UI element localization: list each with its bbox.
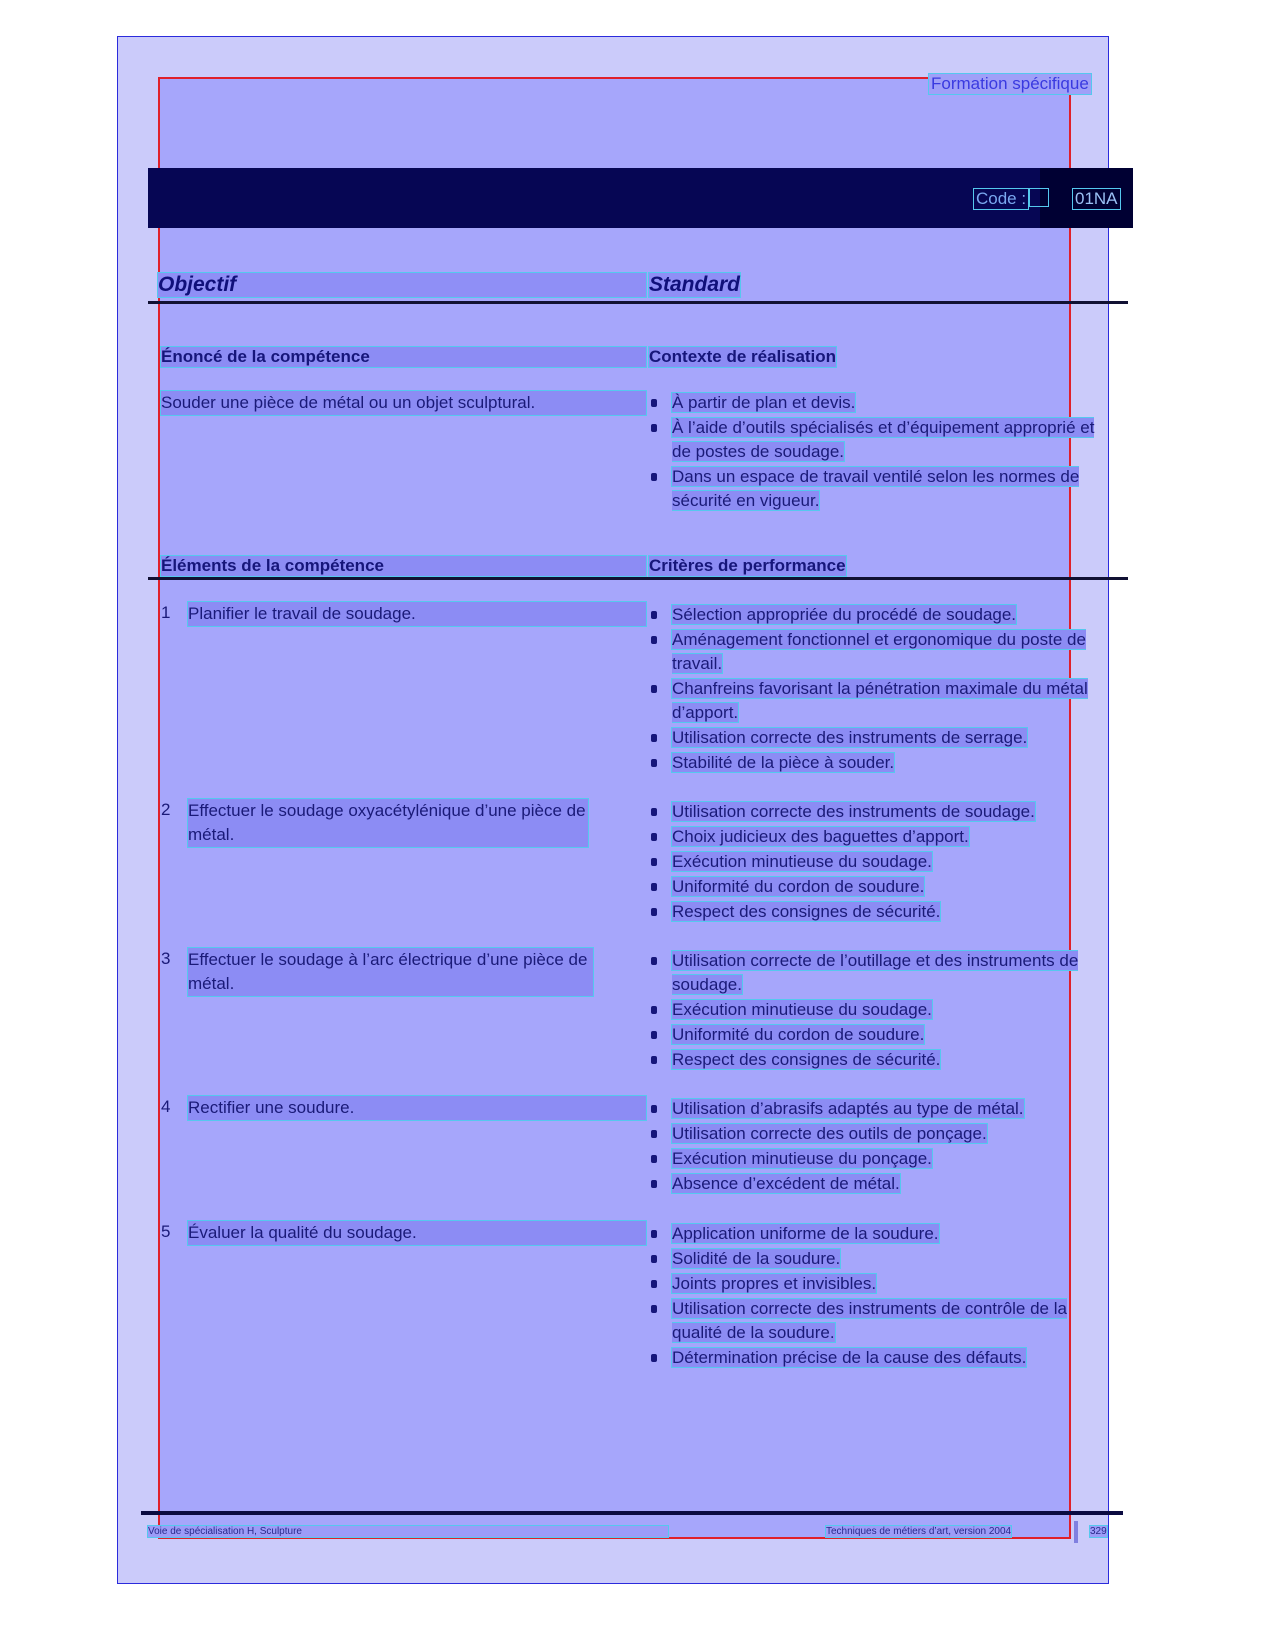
contexte-item: Dans un espace de travail ventilé selon les normes de sécurité en vigueur.	[649, 465, 1109, 513]
elements-rule	[148, 577, 1128, 580]
criteres-list	[649, 1097, 1109, 1197]
critere-item: Utilisation correcte des instruments de soudage.	[649, 800, 1109, 824]
critere-item: Uniformité du cordon de soudure.	[649, 875, 1109, 899]
code-separator	[1030, 189, 1048, 206]
critere-item: Stabilité de la pièce à souder.	[649, 751, 1109, 775]
criteres-list	[649, 603, 1109, 776]
criteres-list	[649, 800, 1109, 925]
critere-item: Application uniforme de la soudure.	[649, 1222, 1109, 1246]
code-value: 01NA	[1075, 189, 1118, 208]
contexte-list	[649, 391, 1109, 514]
footer-separator	[1074, 1521, 1078, 1543]
page-number: 329	[1090, 1526, 1107, 1537]
critere-item: Utilisation correcte de l’outillage et des instruments de soudage.	[649, 949, 1109, 997]
critere-item: Utilisation correcte des outils de ponçage.	[649, 1122, 1109, 1146]
element-text: Effectuer le soudage à l’arc électrique d’une pièce de métal.	[188, 948, 593, 996]
critere-item: Exécution minutieuse du ponçage.	[649, 1147, 1109, 1171]
critere-item: Sélection appropriée du procédé de soudage.	[649, 603, 1109, 627]
element-number: 2	[161, 800, 171, 819]
elements-title: Éléments de la compétence	[161, 556, 646, 576]
footer-left: Voie de spécialisation H, Sculpture	[148, 1526, 668, 1537]
element-text: Planifier le travail de soudage.	[188, 602, 646, 626]
critere-item: Utilisation d’abrasifs adaptés au type de métal.	[649, 1097, 1109, 1121]
contexte-item: À l’aide d’outils spécialisés et d’équipement approprié et de postes de soudage.	[649, 416, 1109, 464]
critere-item: Aménagement fonctionnel et ergonomique du poste de travail.	[649, 628, 1109, 676]
enonce-text: Souder une pièce de métal ou un objet sculptural.	[161, 391, 646, 415]
criteres-title: Critères de performance	[649, 556, 846, 575]
contexte-item: À partir de plan et devis.	[649, 391, 1109, 415]
criteres-list	[649, 1222, 1109, 1371]
critere-item: Exécution minutieuse du soudage.	[649, 998, 1109, 1022]
formation-label: Formation spécifique	[931, 74, 1089, 93]
element-number: 5	[161, 1222, 171, 1241]
element-number: 3	[161, 949, 171, 968]
criteres-list	[649, 949, 1109, 1073]
critere-item: Respect des consignes de sécurité.	[649, 900, 1109, 924]
objectif-heading: Objectif	[158, 273, 646, 297]
element-number: 1	[161, 603, 171, 622]
element-text: Évaluer la qualité du soudage.	[188, 1221, 646, 1245]
critere-item: Joints propres et invisibles.	[649, 1272, 1109, 1296]
critere-item: Utilisation correcte des instruments de contrôle de la qualité de la soudure.	[649, 1297, 1109, 1345]
heading-rule	[148, 301, 1128, 304]
code-label: Code :	[976, 189, 1027, 208]
standard-heading: Standard	[649, 273, 741, 296]
critere-item: Uniformité du cordon de soudure.	[649, 1023, 1109, 1047]
critere-item: Solidité de la soudure.	[649, 1247, 1109, 1271]
critere-item: Utilisation correcte des instruments de serrage.	[649, 726, 1109, 750]
critere-item: Chanfreins favorisant la pénétration maximale du métal d’apport.	[649, 677, 1109, 725]
element-number: 4	[161, 1097, 171, 1116]
element-text: Effectuer le soudage oxyacétylénique d’une pièce de métal.	[188, 799, 588, 847]
critere-item: Respect des consignes de sécurité.	[649, 1048, 1109, 1072]
critere-item: Choix judicieux des baguettes d’apport.	[649, 825, 1109, 849]
footer-right: Techniques de métiers d’art, version 2004	[826, 1526, 1012, 1537]
critere-item: Détermination précise de la cause des défauts.	[649, 1346, 1109, 1370]
critere-item: Exécution minutieuse du soudage.	[649, 850, 1109, 874]
enonce-title: Énoncé de la compétence	[161, 347, 646, 367]
element-text: Rectifier une soudure.	[188, 1096, 646, 1120]
footer-rule	[141, 1511, 1123, 1515]
critere-item: Absence d’excédent de métal.	[649, 1172, 1109, 1196]
contexte-title: Contexte de réalisation	[649, 347, 837, 366]
